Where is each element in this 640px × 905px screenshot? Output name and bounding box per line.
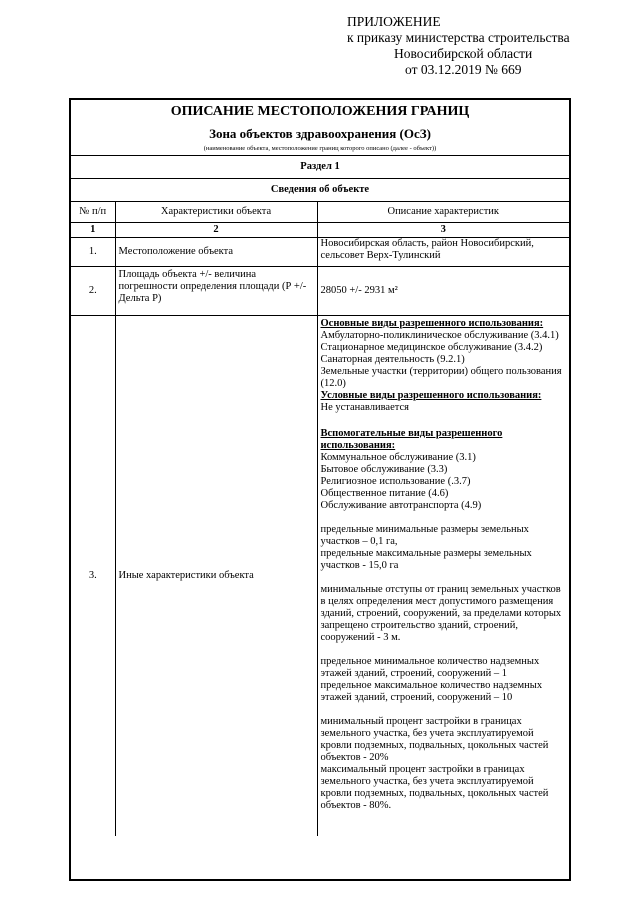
col-number-3: 3	[317, 223, 569, 238]
auxiliary-use-item: Бытовое обслуживание (3.3)	[320, 464, 448, 475]
appendix-title: ПРИЛОЖЕНИЕ	[347, 14, 441, 29]
row-num: 3.	[71, 316, 115, 837]
boundary-description-table	[71, 100, 569, 836]
floors-max: предельное максимальное количество надземных этажей зданий, строений, сооружений – 10	[320, 680, 543, 703]
row-num: 2.	[71, 267, 115, 316]
appendix-date: от 03.12.2019 № 669	[405, 62, 522, 77]
row-desc: 28050 +/- 2931 м²	[317, 267, 569, 316]
main-uses-title: Основные виды разрешенного использования:	[320, 318, 544, 329]
col-number-1: 1	[71, 223, 115, 238]
section-subtitle: Сведения об объекте	[71, 179, 569, 202]
main-use-item: Амбулаторно-поликлиническое обслуживание (3.4.1)	[320, 330, 559, 341]
row-char: Иные характеристики объекта	[115, 316, 317, 837]
main-use-item: Стационарное медицинское обслуживание (3.4.2)	[320, 342, 543, 353]
setback-text: минимальные отступы от границ земельных участков в целях определения мест допустимого размещения зданий, строений, сооружений, за пределами которых запрещено строительство зданий, строений, сооружений - 3 м.	[320, 584, 562, 643]
zone-name: Зона объектов здравоохранения (ОсЗ)	[209, 126, 431, 141]
auxiliary-use-item: Общественное питание (4.6)	[320, 488, 449, 499]
conditional-uses-title: Условные виды разрешенного использования:	[320, 390, 542, 401]
col-header-num: № п/п	[71, 202, 115, 223]
coverage-min: минимальный процент застройки в границах земельного участка, без учета эксплуатируемой кровли подземных, подвальных, цокольных частей объектов - 20%	[320, 716, 549, 763]
document-title: ОПИСАНИЕ МЕСТОПОЛОЖЕНИЯ ГРАНИЦ	[170, 104, 470, 119]
col-header-desc: Описание характеристик	[317, 202, 569, 223]
auxiliary-use-item: Обслуживание автотранспорта (4.9)	[320, 500, 482, 511]
plot-size-max: предельные максимальные размеры земельных участков - 15,0 га	[320, 548, 532, 571]
main-use-item: Земельные участки (территории) общего пользования (12.0)	[320, 366, 562, 389]
row-char: Местоположение объекта	[115, 238, 317, 267]
auxiliary-uses-title: Вспомогательные виды разрешенного использования:	[320, 428, 503, 451]
col-header-char: Характеристики объекта	[115, 202, 317, 223]
coverage-max: максимальный процент застройки в границах земельного участка, без учета эксплуатируемой кровли подземных, подвальных, цокольных частей объектов - 80%.	[320, 764, 549, 811]
title-block	[71, 100, 569, 156]
floors-min: предельное минимальное количество надземных этажей зданий, строений, сооружений – 1	[320, 656, 540, 679]
auxiliary-use-item: Коммунальное обслуживание (3.1)	[320, 452, 476, 463]
row-desc: Новосибирская область, район Новосибирский, сельсовет Верх-Тулинский	[317, 238, 569, 267]
row-char: Площадь объекта +/- величина погрешности определения площади (Р +/- Дельта Р)	[115, 267, 317, 316]
appendix-block	[347, 14, 597, 78]
main-use-item: Санаторная деятельность (9.2.1)	[320, 354, 465, 365]
section-title: Раздел 1	[71, 156, 569, 179]
appendix-region: Новосибирской области	[394, 46, 533, 61]
object-note: (наименование объекта, местоположение границ которого описано (далее - объект))	[203, 145, 437, 152]
auxiliary-use-item: Религиозное использование (.3.7)	[320, 476, 471, 487]
appendix-order: к приказу министерства строительства	[347, 30, 570, 45]
col-number-2: 2	[115, 223, 317, 238]
row-desc	[317, 316, 569, 837]
table-row	[71, 267, 569, 316]
plot-size-min: предельные минимальные размеры земельных участков – 0,1 га,	[320, 524, 529, 547]
conditional-use-item: Не устанавливается	[320, 402, 409, 413]
table-row	[71, 238, 569, 267]
table-row	[71, 316, 569, 837]
row-num: 1.	[71, 238, 115, 267]
